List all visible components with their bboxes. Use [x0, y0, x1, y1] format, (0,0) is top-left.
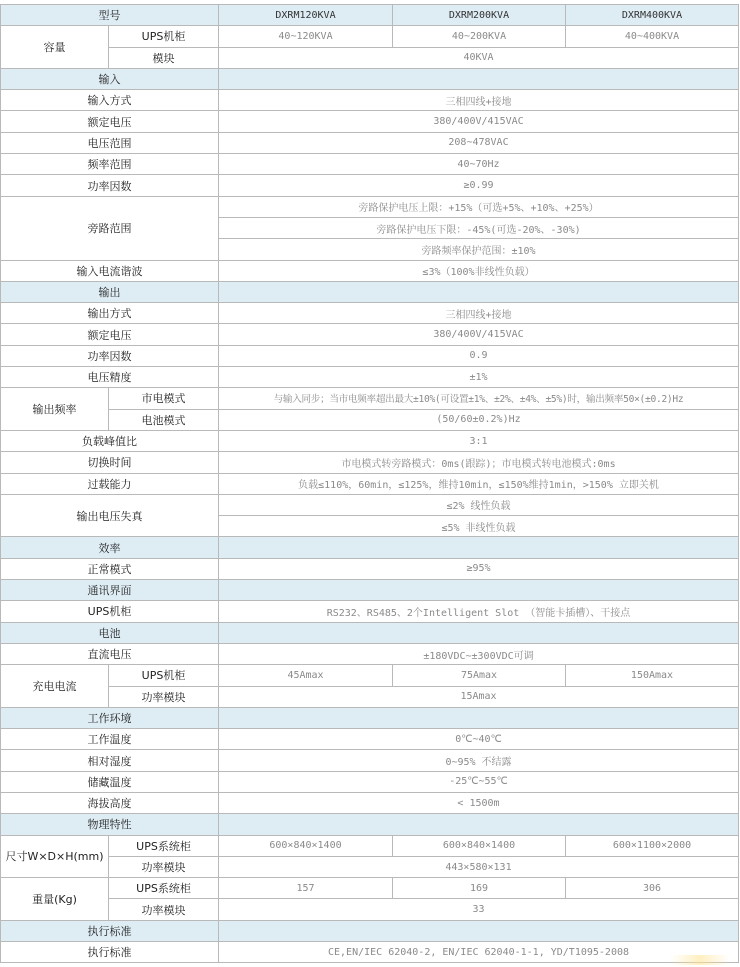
charge-cabinet-value: 45Amax: [219, 665, 393, 686]
weight-module-label: 功率模块: [109, 899, 219, 920]
bypass-range-value: 旁路保护电压上限：+15%（可选+5%、+10%、+25%）: [219, 196, 739, 217]
comm-cabinet-label: UPS机柜: [1, 601, 219, 622]
transfer-time-value: 市电模式转旁路模式：0ms(跟踪)；市电模式转电池模式:0ms: [219, 452, 739, 473]
crest-factor-label: 负载峰值比: [1, 430, 219, 451]
capacity-cabinet-value: 40~120KVA: [219, 26, 393, 47]
table-row: [1, 132, 739, 153]
input-pf-label: 功率因数: [1, 175, 219, 196]
weight-cabinet-value: 306: [566, 878, 739, 899]
charge-cabinet-label: UPS机柜: [109, 665, 219, 686]
section-row: [1, 68, 739, 89]
humidity-label: 相对湿度: [1, 750, 219, 771]
dc-voltage-label: 直流电压: [1, 643, 219, 664]
input-mode-value: 三相四线+接地: [219, 90, 739, 111]
capacity-module-label: 模块: [109, 47, 219, 68]
model-header-label: 型号: [1, 5, 219, 26]
section-row: [1, 920, 739, 941]
table-row: [1, 942, 739, 963]
section-title-output: 输出: [1, 281, 219, 302]
table-row: [1, 835, 739, 856]
table-row: [1, 750, 739, 771]
section-row: [1, 622, 739, 643]
input-voltage-range-value: 208~478VAC: [219, 132, 739, 153]
output-pf-value: 0.9: [219, 345, 739, 366]
weight-module-value: 33: [219, 899, 739, 920]
weight-cabinet-label: UPS系统柜: [109, 878, 219, 899]
section-title-input: 输入: [1, 68, 219, 89]
input-pf-value: ≥0.99: [219, 175, 739, 196]
table-row: [1, 111, 739, 132]
capacity-cabinet-label: UPS机柜: [109, 26, 219, 47]
weight-cabinet-value: 157: [219, 878, 393, 899]
section-row: [1, 537, 739, 558]
battery-mode-value: (50/60±0.2%)Hz: [219, 409, 739, 430]
section-title-physical: 物理特性: [1, 814, 219, 835]
size-cabinet-value: 600×840×1400: [219, 835, 393, 856]
table-row: [1, 367, 739, 388]
altitude-label: 海拔高度: [1, 792, 219, 813]
table-row: [1, 771, 739, 792]
section-title-efficiency: 效率: [1, 537, 219, 558]
storage-temp-value: -25℃~55℃: [219, 771, 739, 792]
table-row: [1, 26, 739, 47]
table-row: [1, 899, 739, 920]
crest-factor-value: 3:1: [219, 430, 739, 451]
weight-cabinet-value: 169: [393, 878, 566, 899]
input-voltage-range-label: 电压范围: [1, 132, 219, 153]
operating-temp-label: 工作温度: [1, 729, 219, 750]
bypass-range-label: 旁路范围: [1, 196, 219, 260]
table-row: [1, 558, 739, 579]
size-module-label: 功率模块: [109, 856, 219, 877]
distortion-value: ≤5% 非线性负载: [219, 516, 739, 537]
table-row: [1, 430, 739, 451]
section-title-environment: 工作环境: [1, 707, 219, 728]
table-row: [1, 792, 739, 813]
humidity-value: 0~95% 不结露: [219, 750, 739, 771]
input-thd-value: ≤3%（100%非线性负载）: [219, 260, 739, 281]
comm-cabinet-value: RS232、RS485、2个Intelligent Slot （智能卡插槽）、干接点: [219, 601, 739, 622]
output-pf-label: 功率因数: [1, 345, 219, 366]
size-cabinet-label: UPS系统柜: [109, 835, 219, 856]
size-module-value: 443×580×131: [219, 856, 739, 877]
section-title-standard: 执行标准: [1, 920, 219, 941]
output-freq-label: 输出频率: [1, 388, 109, 431]
spec-table: [0, 4, 739, 963]
standard-value: CE,EN/IEC 62040-2, EN/IEC 62040-1-1, YD/T1095-2008: [219, 942, 739, 963]
transfer-time-label: 切换时间: [1, 452, 219, 473]
charge-current-label: 充电电流: [1, 665, 109, 708]
capacity-label: 容量: [1, 26, 109, 69]
charge-cabinet-value: 75Amax: [393, 665, 566, 686]
table-row: [1, 665, 739, 686]
table-row: [1, 324, 739, 345]
table-row: [1, 494, 739, 515]
table-row: [1, 260, 739, 281]
charge-module-value: 15Amax: [219, 686, 739, 707]
table-row: [1, 303, 739, 324]
capacity-cabinet-value: 40~200KVA: [393, 26, 566, 47]
output-mode-value: 三相四线+接地: [219, 303, 739, 324]
distortion-value: ≤2% 线性负载: [219, 494, 739, 515]
table-row: [1, 878, 739, 899]
table-row: [1, 388, 739, 409]
table-row: [1, 729, 739, 750]
table-row: [1, 856, 739, 877]
mains-mode-value: 与输入同步；当市电频率超出最大±10%(可设置±1%、±2%、±4%、±5%)时，输出频率50×(±0.2)Hz: [219, 388, 739, 409]
dc-voltage-value: ±180VDC~±300VDC可调: [219, 643, 739, 664]
bypass-range-value: 旁路保护电压下限：-45%(可选-20%、-30%): [219, 217, 739, 238]
charge-module-label: 功率模块: [109, 686, 219, 707]
mains-mode-label: 市电模式: [109, 388, 219, 409]
watermark-fragment: [670, 955, 730, 965]
output-accuracy-label: 电压精度: [1, 367, 219, 388]
output-mode-label: 输出方式: [1, 303, 219, 324]
battery-mode-label: 电池模式: [109, 409, 219, 430]
table-row: [1, 409, 739, 430]
table-row: [1, 345, 739, 366]
size-label: 尺寸W×D×H(mm): [1, 835, 109, 878]
size-cabinet-value: 600×1100×2000: [566, 835, 739, 856]
weight-label: 重量(Kg): [1, 878, 109, 921]
table-row: [1, 154, 739, 175]
charge-cabinet-value: 150Amax: [566, 665, 739, 686]
table-row: [1, 601, 739, 622]
operating-temp-value: 0℃~40℃: [219, 729, 739, 750]
section-row: [1, 281, 739, 302]
normal-mode-label: 正常模式: [1, 558, 219, 579]
capacity-cabinet-value: 40~400KVA: [566, 26, 739, 47]
input-mode-label: 输入方式: [1, 90, 219, 111]
table-row: [1, 686, 739, 707]
table-row: [1, 196, 739, 217]
output-rated-voltage-label: 额定电压: [1, 324, 219, 345]
standard-label: 执行标准: [1, 942, 219, 963]
model-name: DXRM120KVA: [219, 5, 393, 26]
section-row: [1, 814, 739, 835]
model-name: DXRM200KVA: [393, 5, 566, 26]
table-row: [1, 90, 739, 111]
output-rated-voltage-value: 380/400V/415VAC: [219, 324, 739, 345]
table-row: [1, 473, 739, 494]
table-row: [1, 47, 739, 68]
table-row: [1, 5, 739, 26]
size-cabinet-value: 600×840×1400: [393, 835, 566, 856]
table-row: [1, 643, 739, 664]
normal-mode-value: ≥95%: [219, 558, 739, 579]
bypass-range-value: 旁路频率保护范围：±10%: [219, 239, 739, 260]
model-name: DXRM400KVA: [566, 5, 739, 26]
input-freq-range-label: 频率范围: [1, 154, 219, 175]
storage-temp-label: 储藏温度: [1, 771, 219, 792]
table-row: [1, 175, 739, 196]
overload-label: 过载能力: [1, 473, 219, 494]
section-row: [1, 707, 739, 728]
table-row: [1, 452, 739, 473]
output-accuracy-value: ±1%: [219, 367, 739, 388]
input-rated-voltage-label: 额定电压: [1, 111, 219, 132]
input-freq-range-value: 40~70Hz: [219, 154, 739, 175]
overload-value: 负载≤110%，60min，≤125%，维持10min，≤150%维持1min，>150% 立即关机: [219, 473, 739, 494]
distortion-label: 输出电压失真: [1, 494, 219, 537]
input-thd-label: 输入电流谐波: [1, 260, 219, 281]
section-row: [1, 580, 739, 601]
section-title-battery: 电池: [1, 622, 219, 643]
capacity-module-value: 40KVA: [219, 47, 739, 68]
altitude-value: < 1500m: [219, 792, 739, 813]
input-rated-voltage-value: 380/400V/415VAC: [219, 111, 739, 132]
section-title-comm: 通讯界面: [1, 580, 219, 601]
